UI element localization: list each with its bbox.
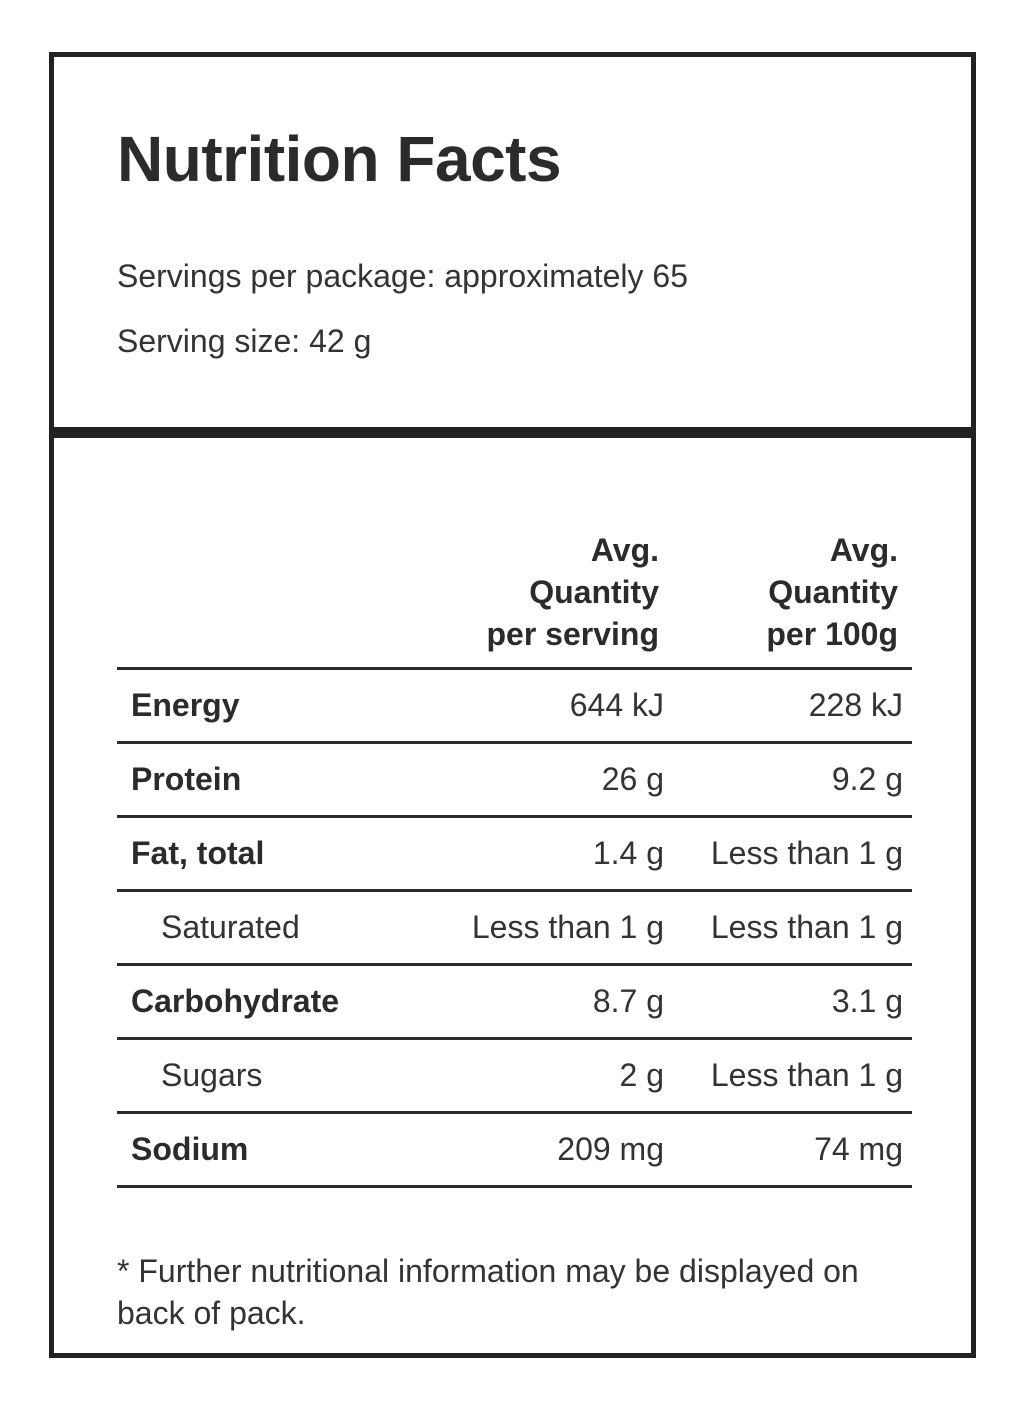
column-header-line: Avg. [590,532,659,568]
per-100g-value: Less than 1 g [710,835,903,871]
nutrition-panel [49,52,976,1358]
nutrient-name: Energy [131,687,240,723]
per-100g-value: Less than 1 g [710,1057,903,1093]
column-header-per-serving [419,529,659,655]
per-100g-value: Less than 1 g [710,909,903,945]
per-serving-value: 26 g [601,761,664,797]
table-row-sodium [117,1114,912,1188]
per-serving-value: Less than 1 g [471,909,664,945]
table-row-protein [117,744,912,818]
per-serving-value: 644 kJ [569,687,664,723]
per-100g-value: 74 mg [814,1131,903,1167]
header-divider [54,427,971,438]
column-header-line: per serving [486,616,659,652]
table-body [117,670,912,1188]
nutrient-name: Saturated [161,909,300,945]
page-title: Nutrition Facts [117,123,562,195]
per-serving-value: 1.4 g [592,835,664,871]
serving-size: Serving size: 42 g [117,323,372,359]
nutrient-name: Protein [131,761,242,797]
footnote: * Further nutritional information may be displayed on back of pack. [117,1253,859,1331]
nutrient-name: Sodium [131,1131,249,1167]
column-header-line: Quantity [529,574,659,610]
per-serving-value: 209 mg [557,1131,664,1167]
per-100g-value: 9.2 g [831,761,903,797]
per-serving-value: 2 g [619,1057,664,1093]
column-header-per-100g [658,529,898,655]
table-row-fat-total [117,818,912,892]
per-100g-value: 228 kJ [808,687,903,723]
panel-header [54,57,971,432]
per-100g-value: 3.1 g [831,983,903,1019]
servings-per-package: Servings per package: approximately 65 [117,258,688,294]
column-header-line: per 100g [766,616,898,652]
table-row-sugars [117,1040,912,1114]
per-serving-value: 8.7 g [592,983,664,1019]
nutrient-name: Fat, total [131,835,265,871]
table-row-energy [117,670,912,744]
column-header-line: Avg. [829,532,898,568]
table-row-saturated [117,892,912,966]
column-header-line: Quantity [768,574,898,610]
nutrient-name: Carbohydrate [131,983,340,1019]
nutrient-name: Sugars [161,1057,263,1093]
table-row-carbohydrate [117,966,912,1040]
